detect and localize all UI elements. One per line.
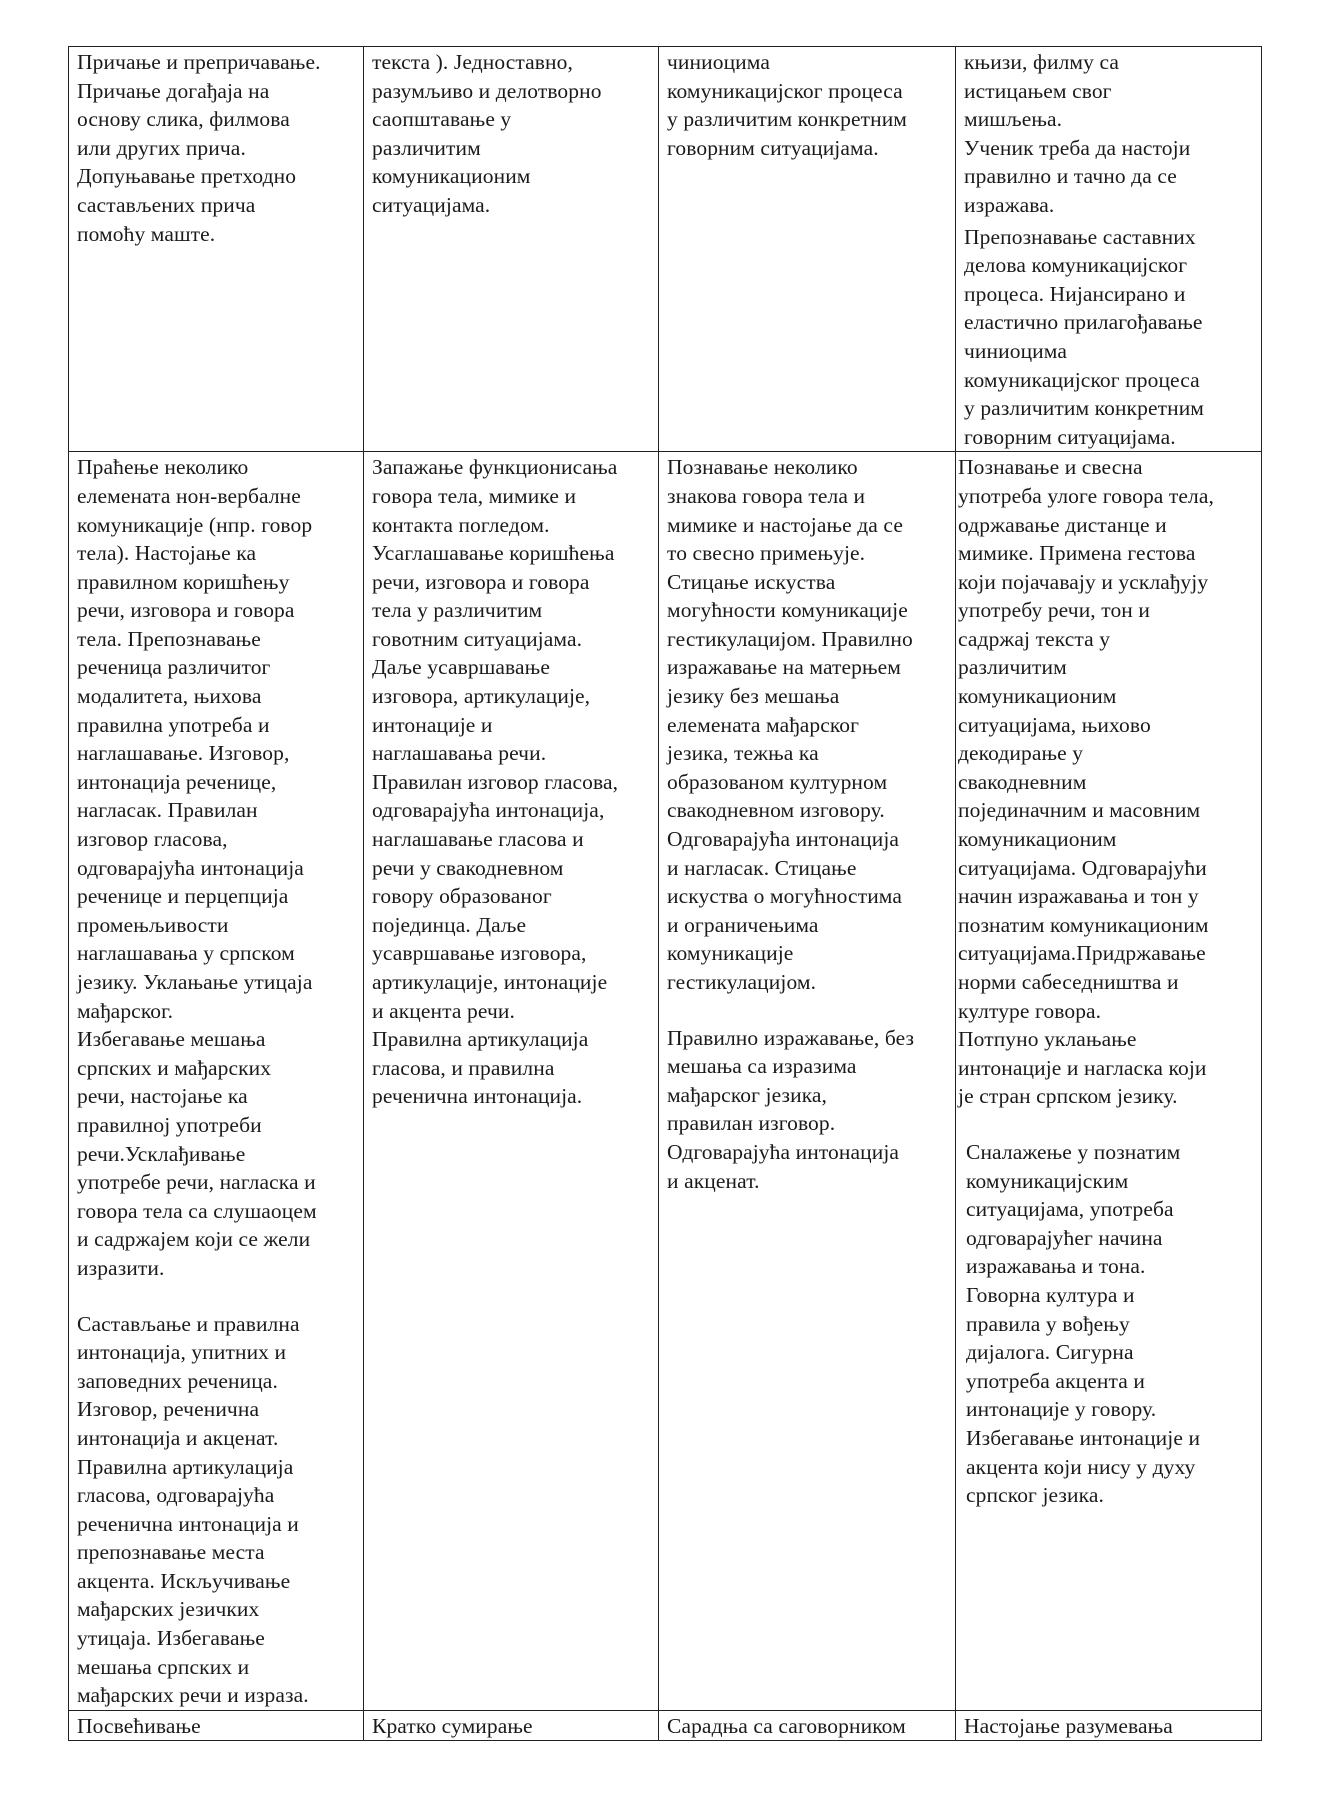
table-cell [659, 47, 956, 452]
cell-text: Запажање функционисања говора тела, мимике и контакта погледом. Усаглашавање коришћења речи, изговора и говора тела у различитим говотним ситуацијама. Даље усавршавање изговора, артикулације, интонације и наглашавања речи. Правилан изговор гласова, одговарајућа интонација, наглашавање гласова и речи у свакодневном говору образованог појединца. Даље усавршавање изговора, артикулације, интонације и акцента речи. Правилна артикулација гласова, и правилна реченична интонација. [372, 455, 619, 1109]
cell-text: Сналажење у познатим комуникацијским ситуацијама, употреба одговарајућег начина изражавања и тона. Говорна култура и правила у вођењу дијалога. Сигурна употреба акцента и интонације у говору. Избегавање интонације и акцента који нису у духу српског језика. [966, 1139, 1201, 1508]
cell-text: чиниоцима комуникацијског процеса у различитим конкретним говорним ситуацијама. [667, 50, 908, 160]
table-row [69, 47, 1262, 452]
cell-text: Кратко сумирање [372, 1713, 533, 1738]
table-cell [364, 47, 659, 452]
table-cell [69, 47, 364, 452]
table-cell [364, 1710, 659, 1741]
table-cell [659, 452, 956, 1711]
cell-text: Праћење неколико елемената нон-вербалне комуникације (нпр. говор тела). Настојање ка правилном коришћењу речи, изговора и говора тела. Препознавање реченица различитог модалитета, њихова правилна употреба и наглашавање. Изговор, интонација реченице, нагласак. Правилан изговор гласова, одговарајућа интонација реченице и перцепција промењљивости наглашавања у српском језику. Уклањање утицаја мађарског. Избегавање мешања српских и мађарских речи, настојање ка правилној употреби речи.Усклађивање употребе речи, нагласка и говора тела са слушаоцем и садржајем који се жели изразити. [77, 455, 317, 1280]
table-cell [69, 452, 364, 1711]
curriculum-table [68, 46, 1262, 1741]
cell-text: текста ). Једноставно, разумљиво и делотворно саопштавање у различитим комуникационим ситуацијама. [372, 50, 602, 217]
cell-text: Познавање и свесна употреба улоге говора тела, одржавање дистанце и мимике. Примена гестова који појачавају и усклађују употребу речи, тон и садржај текста у различитим комуникационим ситуацијама, њихово декодирање у свакодневним појединачним и масовним комуникационим ситуацијама. Одговарајући начин изражавања и тон у познатим комуникационим ситуацијама.Придржавање норми сабеседништва и културе говора. Потпуно уклањање интонације и нагласка који је стран српском језику. [958, 455, 1215, 1109]
cell-text: Сарадња са саговорником [667, 1713, 906, 1738]
cell-text: Причање и препричавање. Причање догађаја на основу слика, филмова или других прича. Допуњавање претходно састављених прича помоћу маште. [77, 50, 321, 246]
cell-text: књизи, филму са истицањем свог мишљења. Ученик треба да настоји правилно и тачно да се изражава. [964, 50, 1191, 217]
table-cell [956, 47, 1262, 452]
cell-text: Састављање и правилна интонација, упитних и заповедних реченица. Изговор, реченична интонација и акценат. Правилна артикулација гласова, одговарајућа реченична интонација и препознавање места акцента. Искључивање мађарских језичких утицаја. Избегавање мешања српских и мађарских речи и израза. [77, 1311, 309, 1708]
cell-text: Правилно изражавање, без мешања са изразима мађарског језика, правилан изговор. Одговарајућа интонација и акценат. [667, 1025, 915, 1193]
cell-text: Посвећивање [77, 1713, 201, 1738]
table-cell [659, 1710, 956, 1741]
table-cell [364, 452, 659, 1711]
table-cell [956, 452, 1262, 1711]
document-page [68, 46, 1261, 1741]
table-cell [69, 1710, 364, 1741]
cell-text: Настојање разумевања [964, 1713, 1173, 1738]
cell-text: Познавање неколико знакова говора тела и мимике и настојање да се то свесно примењује. Стицање искуства могућности комуникације гестикулацијом. Правилно изражавање на матерњем језику без мешања елемената мађарског језика, тежња ка образованом културном свакодневном изговору. Одговарајућа интонација и нагласак. Стицање искуства о могућностима и ограничењима комуникације гестикулацијом. [667, 455, 913, 994]
table-row [69, 1710, 1262, 1741]
table-row [69, 452, 1262, 1711]
cell-text: Препознавање саставних делова комуникацијског процеса. Нијансирано и еластично прилагођавање чиниоцима комуникацијског процеса у различитим конкретним говорним ситуацијама. [964, 224, 1205, 449]
table-cell [956, 1710, 1262, 1741]
